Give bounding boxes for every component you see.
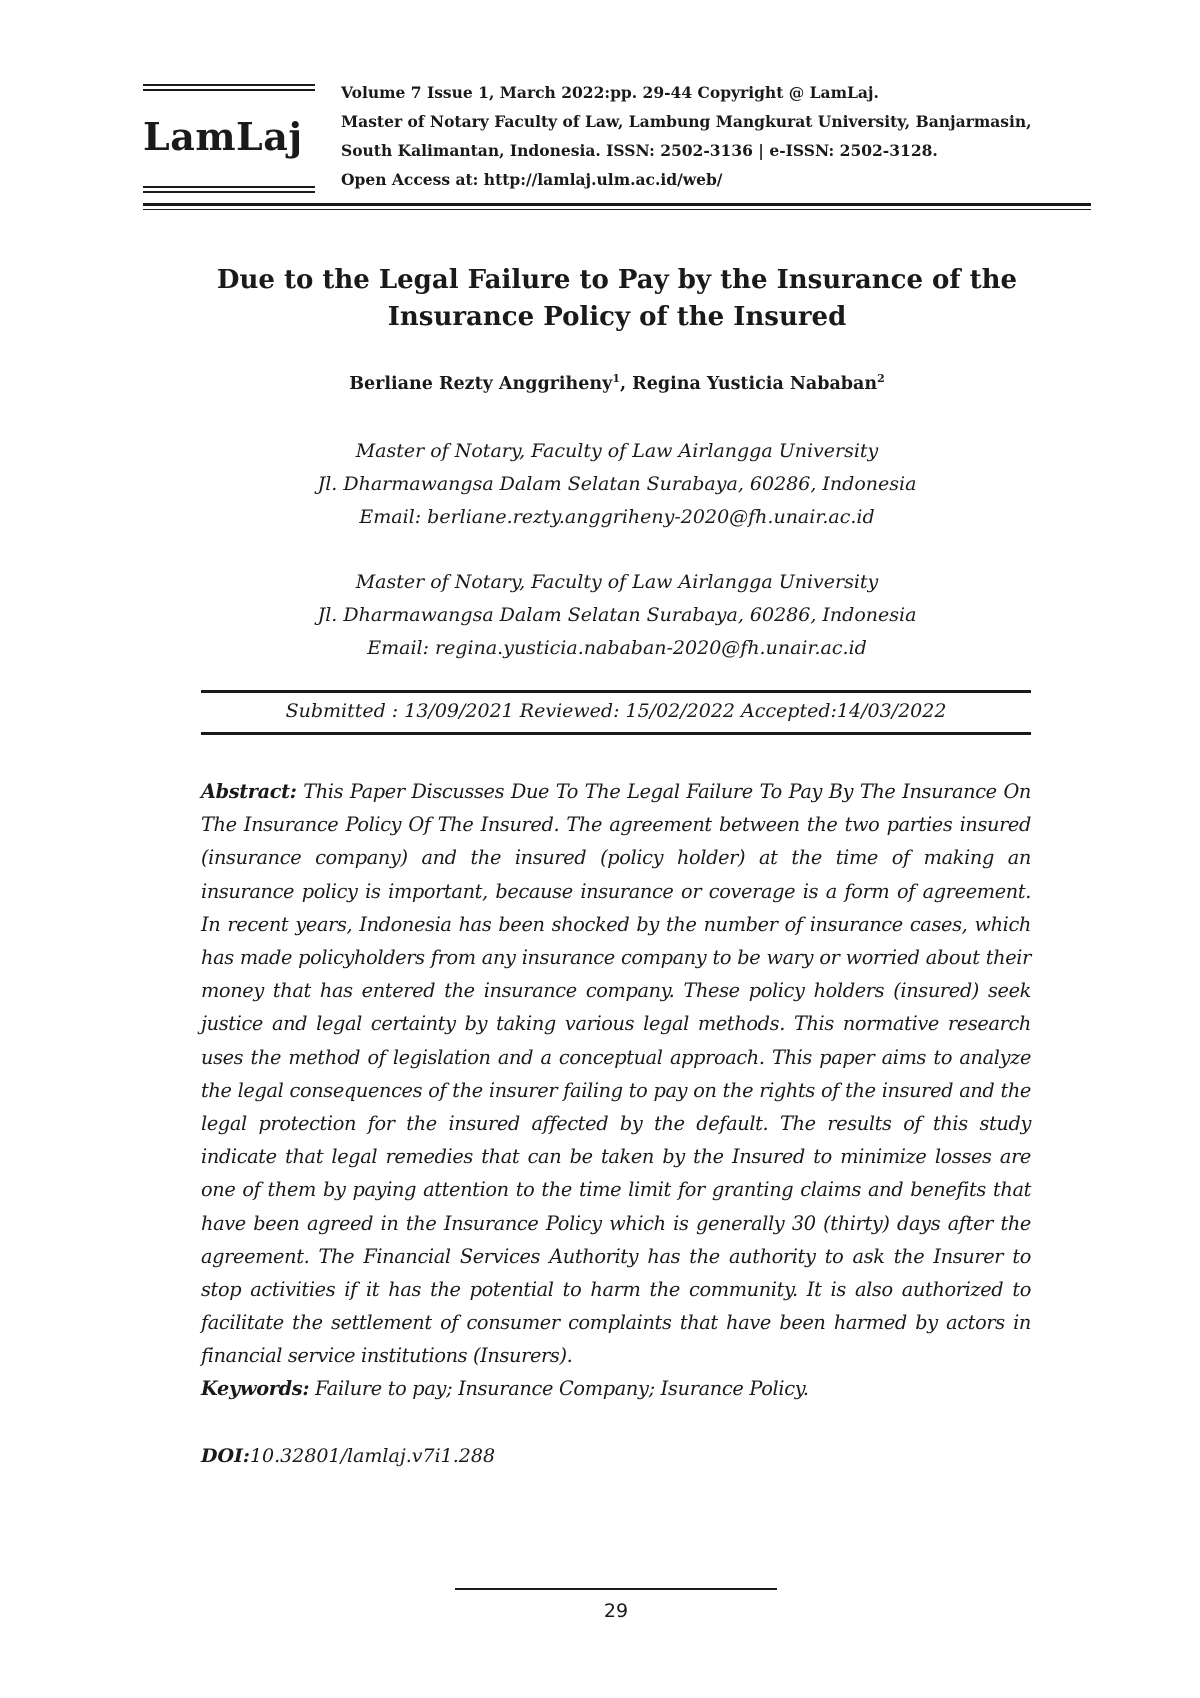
journal-logo: LamLaj bbox=[143, 114, 303, 159]
author-list bbox=[143, 372, 1091, 394]
affiliation-block bbox=[143, 566, 1091, 665]
journal-url-line[interactable]: Open Access at: http://lamlaj.ulm.ac.id/web/ bbox=[341, 170, 723, 189]
affiliation-address: Jl. Dharmawangsa Dalam Selatan Surabaya, 60286, Indonesia bbox=[317, 473, 917, 495]
logo-rule-top bbox=[143, 84, 315, 91]
affiliation-email[interactable]: Email: regina.yusticia.nababan-2020@fh.unair.ac.id bbox=[367, 637, 867, 659]
abstract bbox=[201, 775, 1031, 1373]
keywords-text: Failure to pay; Insurance Company; Isurance Policy. bbox=[309, 1377, 809, 1400]
author-affiliation-mark: 1 bbox=[612, 372, 620, 385]
footer-divider bbox=[455, 1588, 777, 1590]
abstract-label: Abstract: bbox=[201, 780, 297, 803]
abstract-text: This Paper Discusses Due To The Legal Failure To Pay By The Insurance On The Insurance Policy Of The Insured. The agreement between the two parties insured (insurance company) and the insured (policy holder) at the time of making an insurance policy is important, because insurance or coverage is a form of agreement. In recent years, Indonesia has been shocked by the number of insurance cases, which has made policyholders from any insurance company to be wary or worried about their money that has entered the insurance company. These policy holders (insured) seek justice and legal certainty by taking various legal methods. This normative research uses the method of legislation and a conceptual approach. This paper aims to analyze the legal consequences of the insurer failing to pay on the rights of the insured and the legal protection for the insured affected by the default. The results of this study indicate that legal remedies that can be taken by the Insured to minimize losses are one of them by paying attention to the time limit for granting claims and benefits that have been agreed in the Insurance Policy which is generally 30 (thirty) days after the agreement. The Financial Services Authority has the authority to ask the Insurer to stop activities if it has the potential to harm the community. It is also authorized to facilitate the settlement of consumer complaints that have been harmed by actors in financial service institutions (Insurers). bbox=[201, 780, 1031, 1368]
journal-issn-line: South Kalimantan, Indonesia. ISSN: 2502-3136 | e-ISSN: 2502-3128. bbox=[341, 141, 938, 160]
journal-header bbox=[143, 78, 1091, 208]
affiliation-institution: Master of Notary, Faculty of Law Airlangga University bbox=[355, 440, 879, 462]
submission-dates: Submitted : 13/09/2021 Reviewed: 15/02/2022 Accepted:14/03/2022 bbox=[285, 700, 947, 722]
affiliation-email[interactable]: Email: berliane.rezty.anggriheny-2020@fh.unair.ac.id bbox=[359, 506, 875, 528]
doi-label: DOI: bbox=[201, 1445, 250, 1467]
author-separator: , bbox=[619, 373, 633, 394]
dates-rule-top bbox=[201, 690, 1031, 693]
affiliation-block bbox=[143, 435, 1091, 534]
header-divider bbox=[143, 203, 1091, 210]
author-affiliation-mark: 2 bbox=[877, 372, 885, 385]
affiliation-institution: Master of Notary, Faculty of Law Airlangga University bbox=[355, 571, 879, 593]
page-number: 29 bbox=[603, 1600, 629, 1622]
journal-logo-block bbox=[143, 78, 323, 208]
keywords-label: Keywords: bbox=[201, 1377, 310, 1400]
paper-title-line-2: Insurance Policy of the Insured bbox=[387, 302, 847, 332]
paper-title-line-1: Due to the Legal Failure to Pay by the Insurance of the bbox=[216, 265, 1018, 295]
journal-volume-line: Volume 7 Issue 1, March 2022:pp. 29-44 Copyright @ LamLaj. bbox=[341, 83, 879, 102]
submission-dates-box bbox=[201, 690, 1031, 734]
doi bbox=[201, 1440, 1031, 1473]
keywords bbox=[201, 1372, 1031, 1405]
paper-title bbox=[143, 262, 1091, 336]
affiliation-address: Jl. Dharmawangsa Dalam Selatan Surabaya, 60286, Indonesia bbox=[317, 604, 917, 626]
logo-rule-bottom bbox=[143, 186, 315, 193]
doi-value[interactable]: 10.32801/lamlaj.v7i1.288 bbox=[249, 1445, 496, 1467]
journal-publisher-line: Master of Notary Faculty of Law, Lambung Mangkurat University, Banjarmasin, bbox=[341, 112, 1032, 131]
journal-info bbox=[341, 78, 1101, 194]
dates-rule-bottom bbox=[201, 732, 1031, 735]
author-name: Regina Yusticia Nababan bbox=[632, 373, 878, 394]
author-name: Berliane Rezty Anggriheny bbox=[349, 373, 613, 394]
